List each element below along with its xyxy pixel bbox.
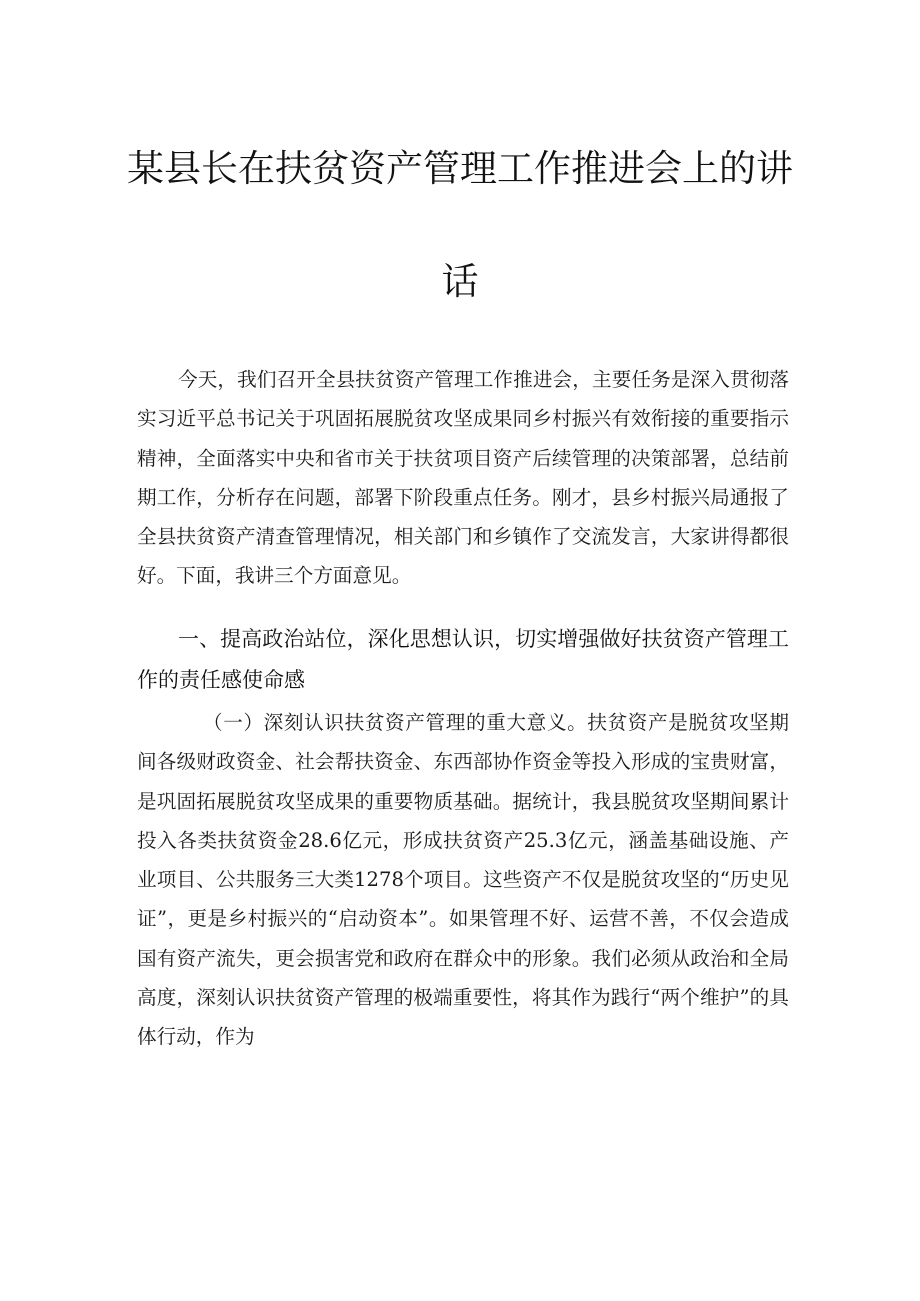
intro-paragraph: 今天，我们召开全县扶贫资产管理工作推进会，主要任务是深入贯彻落实习近平总书记关于巩固拓展脱贫攻坚成果同乡村振兴有效衔接的重要指示精神，全面落实中央和省市关于扶贫项目资产后续管理的决策部署，总结前期工作，分析存在问题，部署下阶段重点任务。刚才，县乡村振兴局通报了全县扶贫资产清查管理情况，相关部门和乡镇作了交流发言，大家讲得都很好。下面，我讲三个方面意见。 bbox=[137, 368, 789, 588]
section-heading-1: 一、提高政治站位，深化思想认识，切实增强做好扶贫资产管理工作的责任感使命感 bbox=[137, 627, 789, 692]
document-title-line-1: 某县长在扶贫资产管理工作推进会上的讲 bbox=[127, 147, 793, 190]
document-title-line-2: 话 bbox=[441, 260, 479, 303]
subsection-paragraph-1: （一）深刻认识扶贫资产管理的重大意义。扶贫资产是脱贫攻坚期间各级财政资金、社会帮扶资金、东西部协作资金等投入形成的宝贵财富，是巩固拓展脱贫攻坚成果的重要物质基础。据统计，我县脱贫攻坚期间累计投入各类扶贫资金28.6亿元，形成扶贫资产25.3亿元，涵盖基础设施、产业项目、公共服务三大类1278个项目。这些资产不仅是脱贫攻坚的“历史见证”，更是乡村振兴的“启动资本”。如果管理不好、运营不善，不仅会造成国有资产流失，更会损害党和政府在群众中的形象。我们必须从政治和全局高度，深刻认识扶贫资产管理的极端重要性，将其作为践行“两个维护”的具体行动，作为 bbox=[137, 711, 789, 1049]
